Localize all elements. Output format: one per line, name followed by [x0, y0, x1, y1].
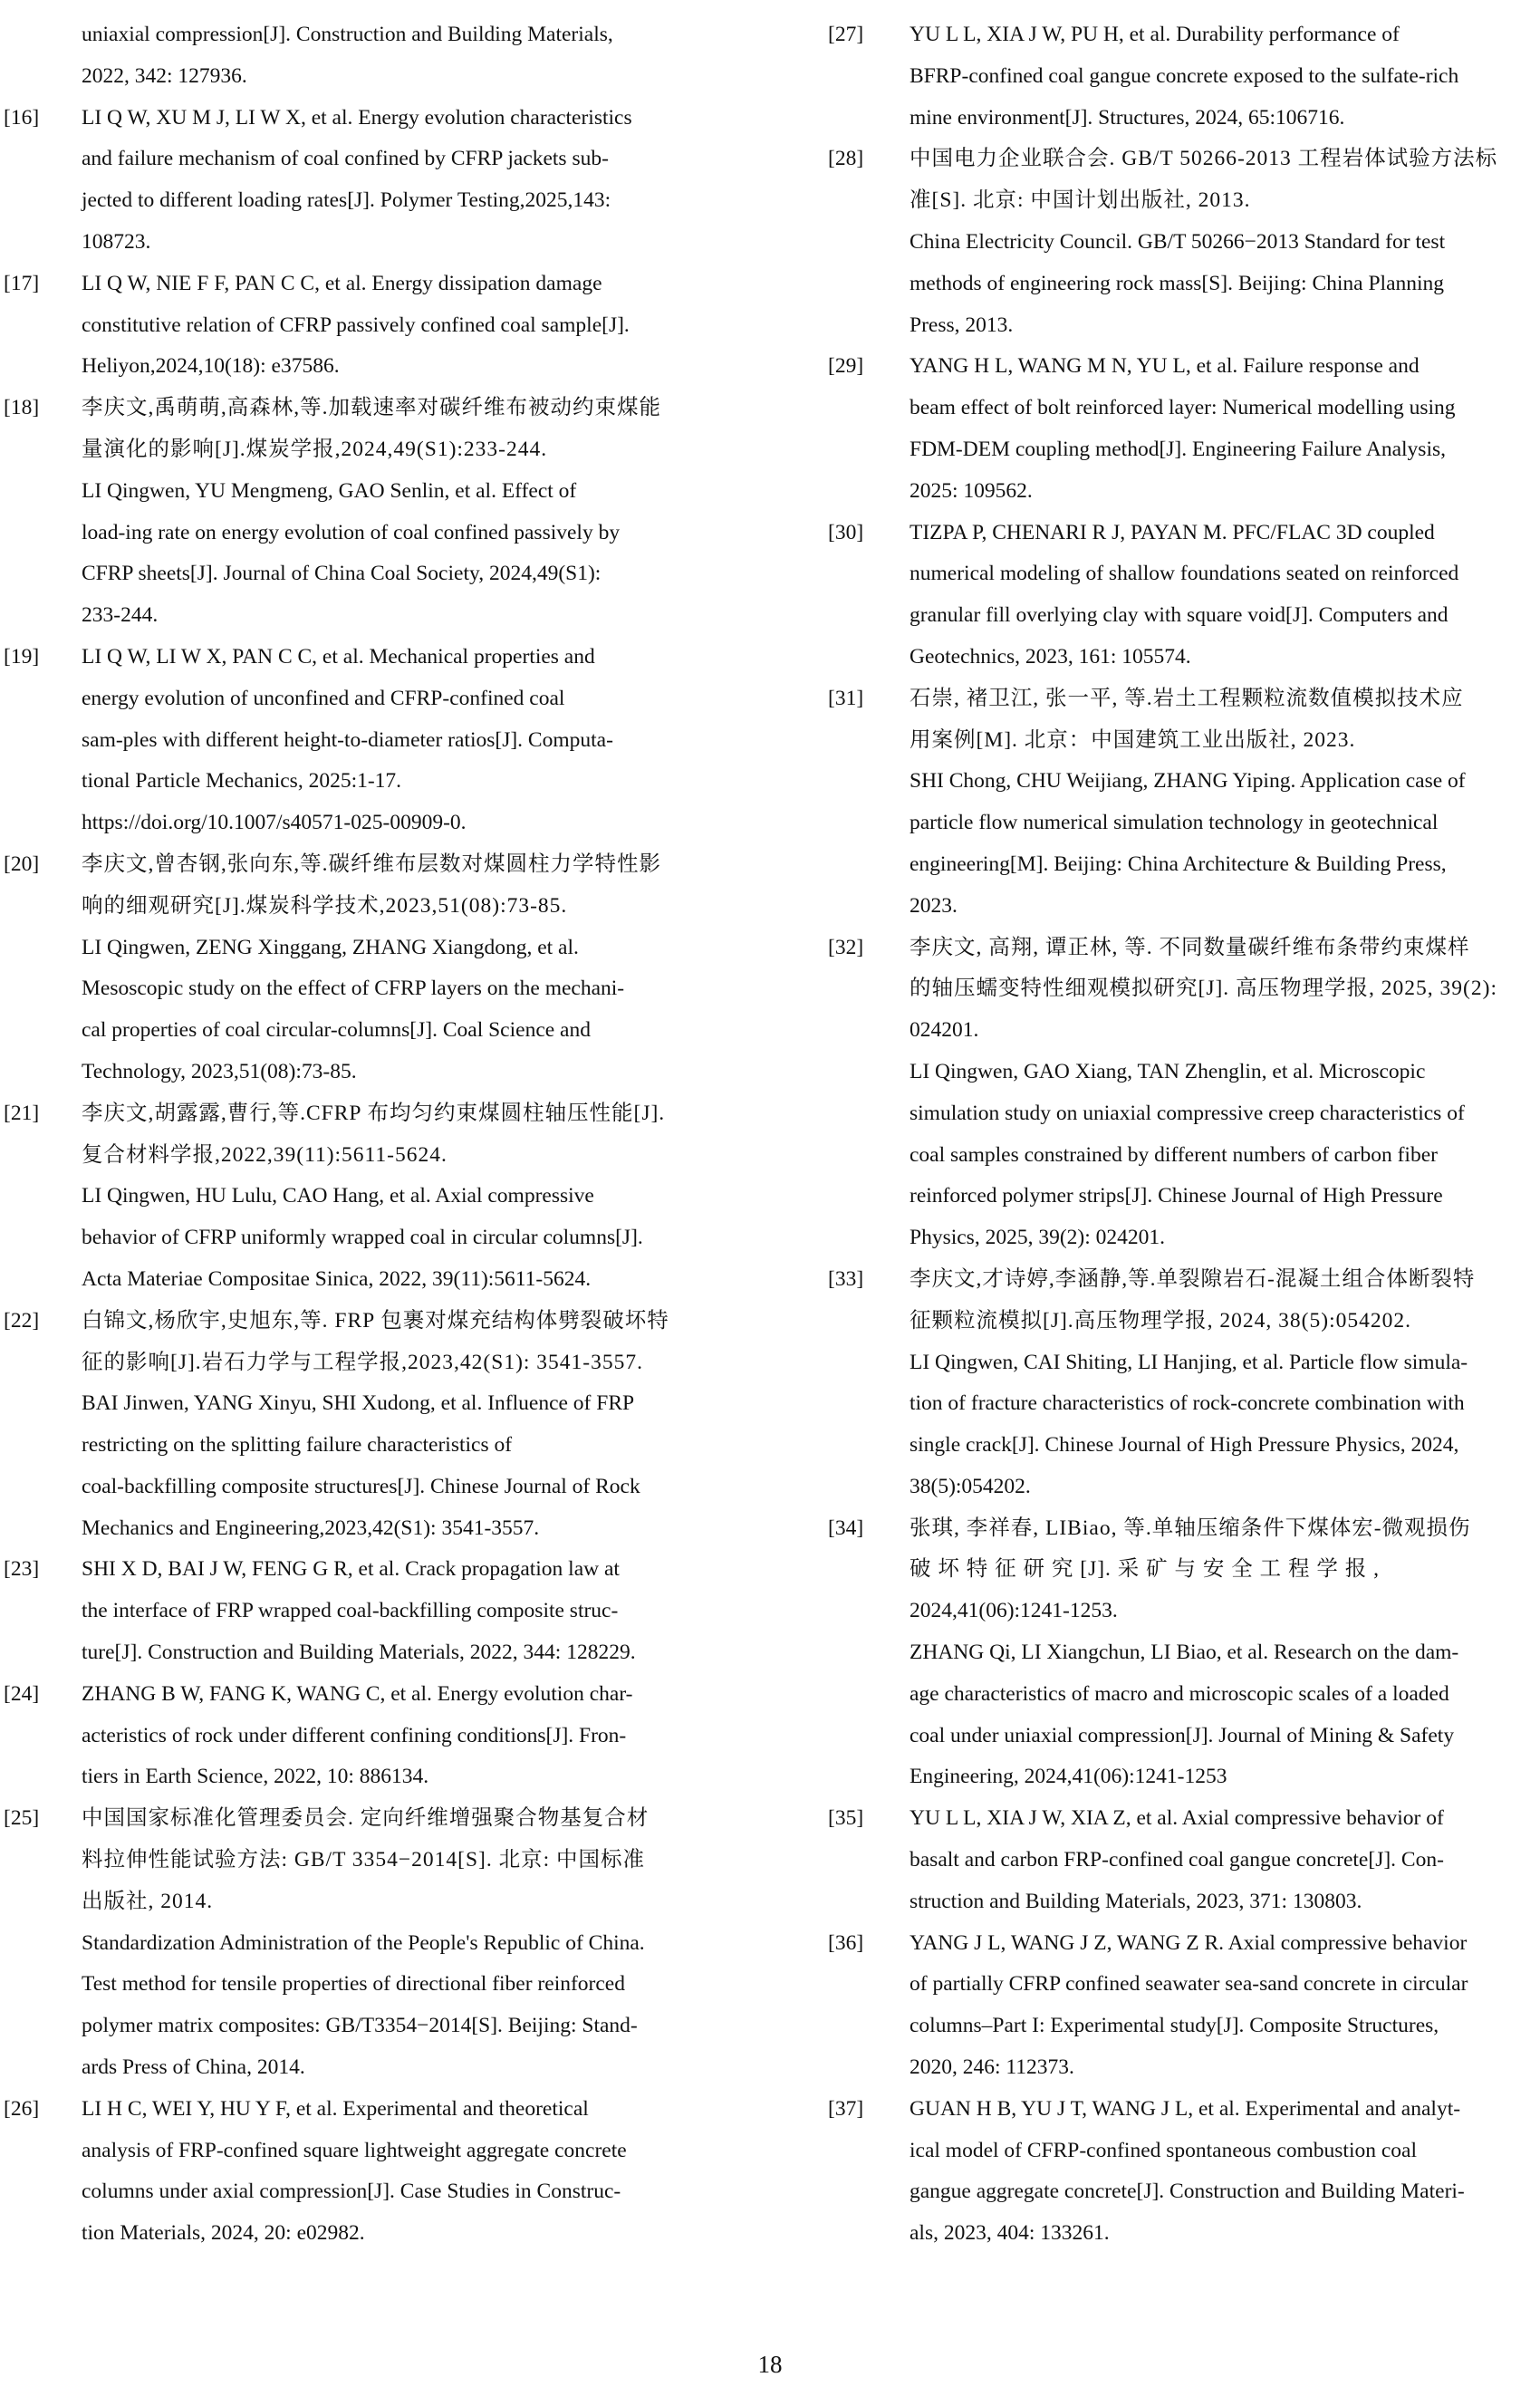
- reference-text-line: 复合材料学报,2022,39(11):5611-5624.: [82, 1142, 448, 1167]
- reference-text-line: 2020, 246: 112373.: [910, 2055, 1074, 2080]
- page-number: 18: [757, 2351, 783, 2378]
- reference-text-line: 38(5):054202.: [910, 1474, 1031, 1498]
- reference-text-line: uniaxial compression[J]. Construction and Building Materials,: [82, 23, 613, 46]
- reference-text-line: columns under axial compression[J]. Case Studies in Construc-: [82, 2180, 621, 2204]
- reference-text-line: 2025: 109562.: [910, 478, 1033, 503]
- reference-text-line: als, 2023, 404: 133261.: [910, 2221, 1110, 2246]
- reference-text-line: LI Qingwen, HU Lulu, CAO Hang, et al. Axial compressive: [82, 1184, 594, 1208]
- reference-text-line: methods of engineering rock mass[S]. Beijing: China Planning: [910, 271, 1445, 295]
- reference-text-line: 108723.: [82, 229, 151, 254]
- reference-number: [18]: [4, 396, 40, 420]
- reference-text-line: Physics, 2025, 39(2): 024201.: [910, 1226, 1165, 1250]
- reference-entry: [828, 1798, 1540, 1922]
- reference-text-line: behavior of CFRP uniformly wrapped coal in circular columns[J].: [82, 1226, 643, 1250]
- reference-text-line: LI Q W, XU M J, LI W X, et al. Energy evolution characteristics: [82, 105, 632, 130]
- reference-text-line: China Electricity Council. GB/T 50266−2013 Standard for test: [910, 229, 1446, 254]
- reference-number: [28]: [828, 147, 864, 171]
- reference-text-line: 李庆文,禹萌萌,高森林,等.加载速率对碳纤维布被动约束煤能: [82, 396, 661, 420]
- reference-text-line: BAI Jinwen, YANG Xinyu, SHI Xudong, et al. Influence of FRP: [82, 1391, 635, 1416]
- reference-entry: [828, 2089, 1540, 2255]
- reference-text-line: tional Particle Mechanics, 2025:1-17.: [82, 769, 402, 794]
- reference-text-line: GUAN H B, YU J T, WANG J L, et al. Experimental and analyt-: [910, 2096, 1461, 2121]
- reference-text-line: Test method for tensile properties of directional fiber reinforced: [82, 1972, 625, 1997]
- reference-text-line: Standardization Administration of the People's Republic of China.: [82, 1930, 645, 1955]
- reference-text-line: load-ing rate on energy evolution of coal confined passively by: [82, 520, 621, 544]
- reference-number: [17]: [4, 271, 40, 295]
- reference-text-line: 石崇, 褚卫江, 张一平, 等.岩土工程颗粒流数值模拟技术应: [910, 686, 1464, 710]
- reference-number: [31]: [828, 686, 864, 710]
- reference-text-line: 中国电力企业联合会. GB/T 50266-2013 工程岩体试验方法标: [910, 147, 1498, 171]
- reference-entry: [828, 928, 1540, 1259]
- reference-text-line: ards Press of China, 2014.: [82, 2055, 305, 2080]
- reference-number: [16]: [4, 105, 40, 130]
- reference-text-line: the interface of FRP wrapped coal-backfilling composite struc-: [82, 1599, 619, 1623]
- reference-text-line: LI H C, WEI Y, HU Y F, et al. Experimental and theoretical: [82, 2096, 589, 2121]
- reference-entry: [0, 1093, 716, 1301]
- reference-text-line: 2022, 342: 127936.: [82, 63, 247, 88]
- reference-text-line: 李庆文,才诗婷,李涵静,等.单裂隙岩石-混凝土组合体断裂特: [910, 1266, 1476, 1291]
- reference-text-line: simulation study on uniaxial compressive creep characteristics of: [910, 1101, 1465, 1125]
- reference-text-line: reinforced polymer strips[J]. Chinese Journal of High Pressure: [910, 1184, 1443, 1208]
- reference-entry: [0, 637, 716, 844]
- reference-entry: [0, 844, 716, 1093]
- reference-text-line: Acta Materiae Compositae Sinica, 2022, 39(11):5611-5624.: [82, 1266, 592, 1291]
- reference-text-line: 量演化的影响[J].煤炭学报,2024,49(S1):233-244.: [82, 437, 548, 461]
- reference-text-line: 2023.: [910, 893, 958, 918]
- reference-text-line: YU L L, XIA J W, PU H, et al. Durability performance of: [910, 23, 1400, 46]
- reference-text-line: BFRP-confined coal gangue concrete exposed to the sulfate-rich: [910, 63, 1459, 88]
- reference-number: [21]: [4, 1101, 40, 1125]
- reference-entry: [828, 1259, 1540, 1508]
- reference-number: [22]: [4, 1308, 40, 1333]
- reference-number: [27]: [828, 23, 864, 46]
- reference-entry: [828, 1923, 1540, 2089]
- reference-text-line: coal under uniaxial compression[J]. Journal of Mining & Safety: [910, 1723, 1455, 1747]
- reference-number: [34]: [828, 1516, 864, 1540]
- reference-entry: [0, 2089, 716, 2255]
- reference-number: [36]: [828, 1930, 864, 1955]
- reference-entry: [0, 1674, 716, 1798]
- reference-entry: [828, 346, 1540, 512]
- reference-number: [37]: [828, 2096, 864, 2121]
- reference-text-line: Mesoscopic study on the effect of CFRP layers on the mechani-: [82, 977, 625, 1001]
- reference-text-line: cal properties of coal circular-columns[J]. Coal Science and: [82, 1018, 591, 1043]
- reference-text-line: jected to different loading rates[J]. Polymer Testing,2025,143:: [82, 188, 611, 213]
- reference-entry: [828, 513, 1540, 678]
- reference-text-line: https://doi.org/10.1007/s40571-025-00909-0.: [82, 811, 467, 835]
- reference-text-line: 征的影响[J].岩石力学与工程学报,2023,42(S1): 3541-3557.: [82, 1350, 643, 1374]
- reference-text-line: ical model of CFRP-confined spontaneous combustion coal: [910, 2138, 1417, 2162]
- reference-text-line: 李庆文,曾杏钢,张向东,等.碳纤维布层数对煤圆柱力学特性影: [82, 852, 661, 876]
- reference-text-line: tiers in Earth Science, 2022, 10: 886134.: [82, 1765, 429, 1789]
- reference-entry: [828, 14, 1540, 139]
- reference-text-line: LI Q W, LI W X, PAN C C, et al. Mechanical properties and: [82, 644, 595, 669]
- reference-entry: [0, 1798, 716, 2089]
- reference-entry: [0, 1301, 716, 1550]
- reference-number: [23]: [4, 1557, 40, 1582]
- reference-entry: [0, 264, 716, 388]
- reference-text-line: columns–Part I: Experimental study[J]. Composite Structures,: [910, 2014, 1439, 2038]
- reference-text-line: Engineering, 2024,41(06):1241-1253: [910, 1765, 1227, 1789]
- reference-number: [32]: [828, 935, 864, 959]
- reference-number: [26]: [4, 2096, 40, 2121]
- reference-entry: [0, 388, 716, 637]
- reference-text-line: struction and Building Materials, 2023, 371: 130803.: [910, 1889, 1362, 1913]
- reference-text-line: constitutive relation of CFRP passively confined coal sample[J].: [82, 313, 630, 337]
- reference-text-line: beam effect of bolt reinforced layer: Numerical modelling using: [910, 396, 1456, 420]
- reference-text-line: 张琪, 李祥春, LIBiao, 等.单轴压缩条件下煤体宏-微观损伤: [910, 1516, 1471, 1540]
- reference-text-line: Technology, 2023,51(08):73-85.: [82, 1059, 357, 1083]
- reference-text-line: YANG J L, WANG J Z, WANG Z R. Axial compressive behavior: [910, 1930, 1468, 1955]
- reference-entry: [828, 139, 1540, 346]
- reference-text-line: SHI Chong, CHU Weijiang, ZHANG Yiping. Application case of: [910, 769, 1466, 794]
- reference-text-line: 准[S]. 北京: 中国计划出版社, 2013.: [910, 188, 1251, 213]
- reference-number: [24]: [4, 1681, 40, 1706]
- reference-text-line: Mechanics and Engineering,2023,42(S1): 3541-3557.: [82, 1516, 540, 1540]
- reference-text-line: 2024,41(06):1241-1253.: [910, 1599, 1118, 1623]
- reference-text-line: analysis of FRP-confined square lightweight aggregate concrete: [82, 2138, 627, 2162]
- reference-text-line: LI Qingwen, YU Mengmeng, GAO Senlin, et al. Effect of: [82, 478, 577, 503]
- reference-number: [20]: [4, 852, 40, 876]
- reference-text-line: and failure mechanism of coal confined by CFRP jackets sub-: [82, 147, 609, 171]
- reference-text-line: coal-backfilling composite structures[J]. Chinese Journal of Rock: [82, 1474, 640, 1498]
- reference-text-line: particle flow numerical simulation technology in geotechnical: [910, 811, 1439, 835]
- reference-text-line: energy evolution of unconfined and CFRP-confined coal: [82, 686, 565, 710]
- reference-text-line: YU L L, XIA J W, XIA Z, et al. Axial compressive behavior of: [910, 1806, 1444, 1831]
- reference-text-line: basalt and carbon FRP-confined coal gangue concrete[J]. Con-: [910, 1848, 1444, 1872]
- reference-text-line: 中国国家标准化管理委员会. 定向纤维增强聚合物基复合材: [82, 1806, 650, 1831]
- reference-text-line: 李庆文,胡露露,曹行,等.CFRP 布均匀约束煤圆柱轴压性能[J].: [82, 1101, 666, 1125]
- reference-text-line: gangue aggregate concrete[J]. Construction and Building Materi-: [910, 2180, 1465, 2204]
- reference-number: [29]: [828, 354, 864, 379]
- reference-text-line: polymer matrix composites: GB/T3354−2014[S]. Beijing: Stand-: [82, 2014, 638, 2038]
- reference-text-line: of partially CFRP confined seawater sea-sand concrete in circular: [910, 1972, 1468, 1997]
- reference-text-line: acteristics of rock under different confining conditions[J]. Fron-: [82, 1723, 627, 1747]
- reference-text-line: LI Q W, NIE F F, PAN C C, et al. Energy dissipation damage: [82, 271, 602, 295]
- reference-text-line: 李庆文, 高翔, 谭正林, 等. 不同数量碳纤维布条带约束煤样: [910, 935, 1470, 959]
- reference-number: [35]: [828, 1806, 864, 1831]
- reference-text-line: age characteristics of macro and microscopic scales of a loaded: [910, 1681, 1449, 1706]
- reference-text-line: 的轴压蠕变特性细观模拟研究[J]. 高压物理学报, 2025, 39(2):: [910, 977, 1497, 1001]
- reference-text-line: tion Materials, 2024, 20: e02982.: [82, 2221, 365, 2246]
- reference-text-line: CFRP sheets[J]. Journal of China Coal Society, 2024,49(S1):: [82, 562, 602, 586]
- reference-text-line: 用案例[M]. 北京：中国建筑工业出版社, 2023.: [910, 727, 1356, 752]
- reference-text-line: 征颗粒流模拟[J].高压物理学报, 2024, 38(5):054202.: [910, 1308, 1411, 1333]
- reference-entry: [0, 14, 716, 98]
- reference-entry: [0, 98, 716, 264]
- reference-text-line: single crack[J]. Chinese Journal of High Pressure Physics, 2024,: [910, 1433, 1459, 1458]
- reference-text-line: TIZPA P, CHENARI R J, PAYAN M. PFC/FLAC 3D coupled: [910, 520, 1435, 544]
- reference-text-line: Geotechnics, 2023, 161: 105574.: [910, 644, 1191, 669]
- reference-text-line: numerical modeling of shallow foundations seated on reinforced: [910, 562, 1459, 586]
- reference-text-line: 破 坏 特 征 研 究 [J]. 采 矿 与 安 全 工 程 学 报 ,: [910, 1557, 1381, 1582]
- reference-text-line: SHI X D, BAI J W, FENG G R, et al. Crack propagation law at: [82, 1557, 620, 1582]
- reference-text-line: mine environment[J]. Structures, 2024, 65:106716.: [910, 105, 1345, 130]
- reference-text-line: Heliyon,2024,10(18): e37586.: [82, 354, 340, 379]
- reference-number: [30]: [828, 520, 864, 544]
- reference-text-line: engineering[M]. Beijing: China Architecture & Building Press,: [910, 852, 1447, 876]
- reference-text-line: 024201.: [910, 1018, 979, 1043]
- reference-text-line: 233-244.: [82, 603, 159, 628]
- reference-text-line: 白锦文,杨欣宇,史旭东,等. FRP 包裹对煤充结构体劈裂破坏特: [82, 1308, 669, 1333]
- reference-text-line: ture[J]. Construction and Building Materials, 2022, 344: 128229.: [82, 1641, 636, 1665]
- reference-text-line: restricting on the splitting failure characteristics of: [82, 1433, 513, 1458]
- reference-entry: [828, 1508, 1540, 1799]
- reference-text-line: 料拉伸性能试验方法: GB/T 3354−2014[S]. 北京: 中国标准: [82, 1848, 646, 1872]
- reference-text-line: ZHANG B W, FANG K, WANG C, et al. Energy evolution char-: [82, 1681, 633, 1706]
- reference-number: [19]: [4, 644, 40, 669]
- reference-entry: [828, 678, 1540, 928]
- reference-text-line: tion of fracture characteristics of rock-concrete combination with: [910, 1391, 1465, 1416]
- reference-column-right: [828, 14, 1540, 2255]
- reference-text-line: 出版社, 2014.: [82, 1889, 214, 1913]
- reference-text-line: granular fill overlying clay with square void[J]. Computers and: [910, 603, 1449, 628]
- reference-text-line: 响的细观研究[J].煤炭科学技术,2023,51(08):73-85.: [82, 893, 568, 918]
- reference-text-line: LI Qingwen, GAO Xiang, TAN Zhenglin, et al. Microscopic: [910, 1059, 1426, 1083]
- reference-text-line: LI Qingwen, ZENG Xinggang, ZHANG Xiangdong, et al.: [82, 935, 579, 959]
- reference-text-line: sam-ples with different height-to-diameter ratios[J]. Computa-: [82, 727, 613, 752]
- reference-column-left: [0, 14, 716, 2255]
- reference-text-line: coal samples constrained by different numbers of carbon fiber: [910, 1142, 1438, 1167]
- reference-number: [33]: [828, 1266, 864, 1291]
- reference-number: [25]: [4, 1806, 40, 1831]
- reference-text-line: LI Qingwen, CAI Shiting, LI Hanjing, et al. Particle flow simula-: [910, 1350, 1468, 1374]
- reference-text-line: FDM-DEM coupling method[J]. Engineering Failure Analysis,: [910, 437, 1446, 461]
- reference-text-line: Press, 2013.: [910, 313, 1014, 337]
- reference-text-line: ZHANG Qi, LI Xiangchun, LI Biao, et al. Research on the dam-: [910, 1641, 1459, 1665]
- reference-text-line: YANG H L, WANG M N, YU L, et al. Failure response and: [910, 354, 1420, 379]
- reference-entry: [0, 1549, 716, 1673]
